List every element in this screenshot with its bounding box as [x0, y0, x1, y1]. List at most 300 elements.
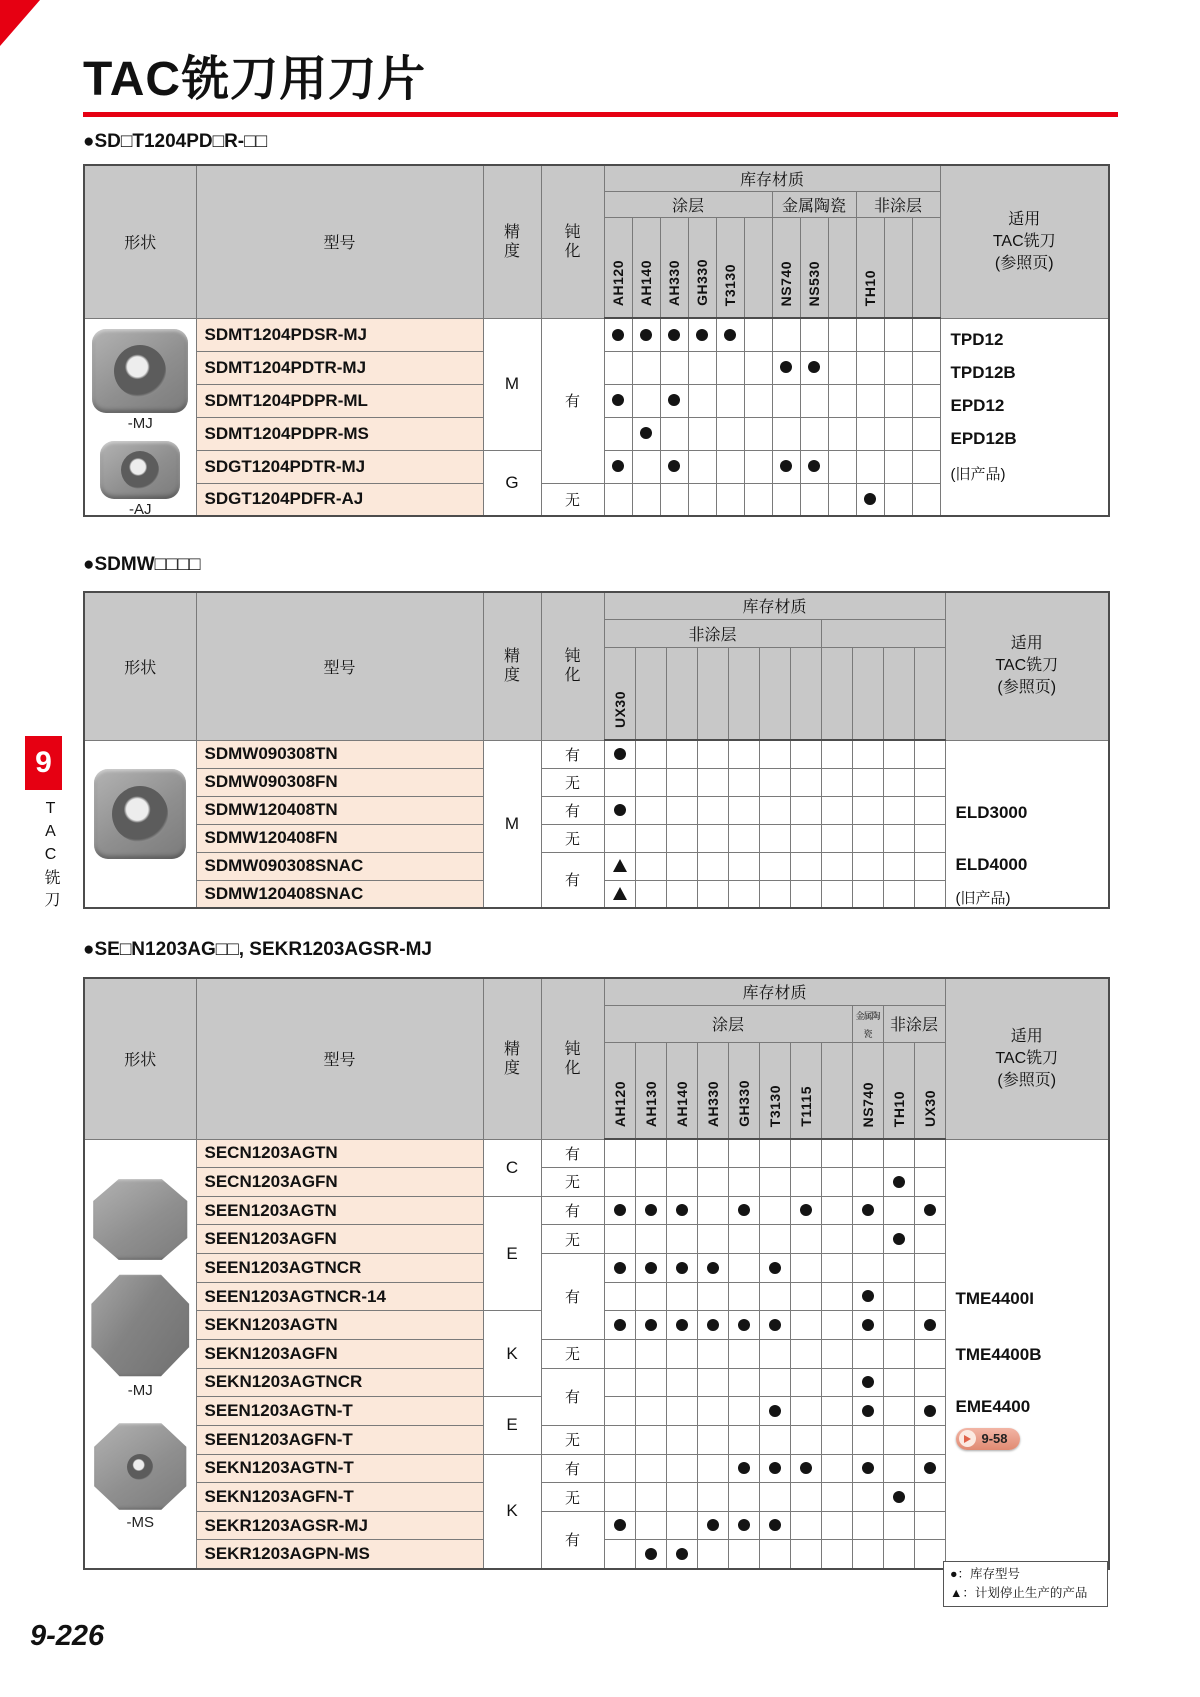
model-column-header [196, 165, 483, 318]
apply-header-line: 适用 [1010, 635, 1043, 653]
material-group-header [856, 191, 940, 217]
material-column-header [759, 1042, 790, 1139]
availability-cell [852, 1168, 883, 1197]
model-cell [196, 852, 483, 880]
honing-column-header [541, 592, 604, 740]
availability-cell [790, 796, 821, 824]
availability-cell [635, 796, 666, 824]
material-code: NS740 [778, 260, 794, 306]
model-cell-text: SDMT1204PDPR-ML [204, 390, 368, 410]
availability-cell [790, 1282, 821, 1311]
availability-cell [728, 1254, 759, 1283]
stock-dot [724, 329, 736, 341]
availability-cell [744, 384, 772, 417]
cutter-model-label: TME4400I [955, 1288, 1034, 1308]
availability-cell [790, 1454, 821, 1483]
honing-cell [541, 768, 604, 796]
material-code: TH10 [862, 269, 878, 306]
stock-dot [668, 460, 680, 472]
stock-dot [780, 361, 792, 373]
stock-dot [676, 1319, 688, 1331]
material-column-header [728, 647, 759, 740]
model-cell-text: SDMW120408SNAC [204, 883, 364, 903]
availability-cell [790, 1339, 821, 1368]
cutter-model-label: (旧产品) [950, 465, 1006, 483]
availability-cell [883, 1225, 914, 1254]
model-cell-text: SEEN1203AGTNCR [204, 1257, 362, 1277]
cutter-model-label: TPD12B [950, 362, 1016, 382]
material-code: UX30 [611, 690, 628, 728]
stock-material-header-text: 库存材质 [742, 985, 807, 1003]
honing-cell [541, 1483, 604, 1512]
honing-cell [541, 1425, 604, 1454]
honing-cell [541, 318, 604, 483]
stock-dot [808, 361, 820, 373]
availability-cell [604, 1339, 635, 1368]
availability-cell [728, 796, 759, 824]
precision-column-header [483, 165, 541, 318]
material-column-header [728, 1042, 759, 1139]
model-cell [196, 450, 483, 483]
material-group-header [772, 191, 856, 217]
availability-cell [884, 450, 912, 483]
page-number: 9-226 [30, 1620, 105, 1652]
material-column-header [632, 217, 660, 318]
availability-cell [821, 1311, 852, 1340]
availability-cell [772, 450, 800, 483]
availability-cell [759, 1139, 790, 1168]
material-code: UX30 [921, 1089, 938, 1127]
honing-cell [541, 1225, 604, 1254]
availability-cell [604, 824, 635, 852]
availability-cell [883, 1339, 914, 1368]
availability-cell [666, 1168, 697, 1197]
availability-cell [635, 1225, 666, 1254]
availability-cell [728, 1225, 759, 1254]
availability-cell [914, 1368, 945, 1397]
availability-cell [697, 1254, 728, 1283]
availability-cell [821, 1139, 852, 1168]
availability-cell [635, 1254, 666, 1283]
precision-cell-text: G [505, 472, 519, 492]
insert-hole [127, 1454, 153, 1480]
model-cell [196, 1454, 483, 1483]
availability-cell [666, 1311, 697, 1340]
cutter-model-label: TME4400B [955, 1344, 1042, 1364]
shape-label: -MS [126, 1513, 154, 1531]
availability-cell [604, 1225, 635, 1254]
availability-cell [852, 852, 883, 880]
insert-photo [85, 1272, 196, 1398]
availability-cell [852, 1282, 883, 1311]
honing-cell-text: 有 [564, 872, 580, 890]
availability-cell [632, 483, 660, 516]
availability-cell [800, 318, 828, 351]
stock-material-header-text: 库存材质 [742, 599, 807, 617]
model-cell-text: SEKR1203AGSR-MJ [204, 1515, 368, 1535]
honing-column-header-text: 钝 化 [564, 223, 581, 260]
availability-cell [697, 852, 728, 880]
availability-cell [852, 1225, 883, 1254]
model-cell-text: SECN1203AGFN [204, 1171, 338, 1191]
model-cell-text: SDMT1204PDTR-MJ [204, 357, 367, 377]
availability-cell [660, 450, 688, 483]
model-cell-text: SEKN1203AGFN [204, 1343, 338, 1363]
availability-cell [666, 740, 697, 768]
availability-cell [666, 880, 697, 908]
insert-photo [85, 329, 196, 431]
insert-availability-table [83, 977, 1110, 1570]
cutter-model-label: ELD4000 [955, 854, 1028, 874]
availability-cell [716, 351, 744, 384]
model-cell-text: SEEN1203AGTN [204, 1200, 337, 1220]
availability-cell [666, 1511, 697, 1540]
stock-dot [612, 329, 624, 341]
material-group-header [883, 1005, 945, 1042]
apply-header-line: TAC铣刀 [995, 1049, 1059, 1067]
availability-cell [790, 1311, 821, 1340]
availability-cell [604, 768, 635, 796]
precision-cell-text: M [504, 374, 520, 393]
availability-cell [604, 1368, 635, 1397]
honing-cell-text: 无 [564, 1231, 580, 1249]
availability-cell [604, 417, 632, 450]
model-cell-text: SDMW090308SNAC [204, 856, 364, 875]
availability-cell [821, 1511, 852, 1540]
availability-cell [604, 1540, 635, 1569]
availability-cell [632, 384, 660, 417]
availability-cell [666, 1454, 697, 1483]
availability-cell [728, 1454, 759, 1483]
shape-cell [84, 318, 196, 516]
availability-cell [790, 768, 821, 796]
availability-table [83, 977, 1110, 1570]
availability-cell [759, 1282, 790, 1311]
availability-cell [666, 1139, 697, 1168]
shape-label: -MJ [127, 1381, 153, 1399]
insert-photo [85, 1422, 196, 1530]
stock-dot [769, 1519, 781, 1531]
stock-dot [738, 1462, 750, 1474]
availability-cell [821, 1368, 852, 1397]
material-group-header [852, 1005, 883, 1042]
honing-cell [541, 1339, 604, 1368]
availability-cell [728, 1368, 759, 1397]
availability-cell [635, 1168, 666, 1197]
availability-cell [828, 351, 856, 384]
stock-dot [612, 394, 624, 406]
stock-dot [676, 1262, 688, 1274]
availability-cell [716, 318, 744, 351]
availability-cell [635, 1454, 666, 1483]
apply-header-line: 适用 [1010, 1027, 1043, 1045]
availability-cell [883, 1254, 914, 1283]
availability-cell [759, 1225, 790, 1254]
apply-header-line: 适用 [1008, 210, 1041, 228]
precision-cell [483, 450, 541, 516]
availability-cell [800, 384, 828, 417]
stock-dot [738, 1519, 750, 1531]
availability-cell [790, 1540, 821, 1569]
availability-cell [914, 796, 945, 824]
availability-cell [759, 740, 790, 768]
availability-cell [660, 384, 688, 417]
availability-cell [914, 824, 945, 852]
model-cell [196, 1168, 483, 1197]
insert-hole [121, 451, 159, 489]
availability-cell [852, 1254, 883, 1283]
availability-cell [660, 417, 688, 450]
material-code: NS740 [859, 1081, 876, 1127]
stock-dot [614, 1204, 626, 1216]
availability-cell [914, 880, 945, 908]
cutter-model-label: EPD12 [950, 395, 1005, 415]
availability-cell [883, 880, 914, 908]
availability-cell [914, 1454, 945, 1483]
stock-dot [862, 1405, 874, 1417]
honing-cell [541, 1454, 604, 1483]
availability-cell [632, 351, 660, 384]
availability-cell [914, 1254, 945, 1283]
honing-cell-text: 有 [564, 746, 580, 764]
availability-cell [635, 1368, 666, 1397]
availability-cell [728, 1511, 759, 1540]
availability-cell [728, 1282, 759, 1311]
availability-cell [790, 1168, 821, 1197]
shape-column-header [84, 592, 196, 740]
honing-cell-text: 有 [564, 802, 580, 820]
precision-cell-text: E [506, 1415, 518, 1435]
model-cell-text: SDGT1204PDFR-AJ [204, 489, 364, 509]
availability-cell [688, 450, 716, 483]
material-column-header [660, 217, 688, 318]
shape-label: -MJ [127, 414, 153, 432]
material-code: GH330 [735, 1080, 752, 1127]
model-cell [196, 417, 483, 450]
stock-dot [780, 460, 792, 472]
availability-cell [883, 824, 914, 852]
availability-cell [604, 384, 632, 417]
model-cell [196, 384, 483, 417]
availability-cell [635, 1540, 666, 1569]
material-group-header [604, 1005, 852, 1042]
honing-cell-text: 有 [564, 393, 580, 410]
stock-dot [738, 1204, 750, 1216]
material-column-header [688, 217, 716, 318]
apply-cell [945, 1139, 1109, 1569]
availability-cell [604, 450, 632, 483]
insert-hole [114, 345, 166, 397]
material-column-header [883, 1042, 914, 1139]
material-code: NS530 [806, 260, 822, 306]
availability-cell [828, 318, 856, 351]
availability-cell [852, 1368, 883, 1397]
availability-cell [821, 1540, 852, 1569]
availability-cell [697, 1397, 728, 1426]
honing-cell-text: 有 [564, 1203, 580, 1221]
availability-cell [697, 880, 728, 908]
availability-cell [852, 1397, 883, 1426]
availability-cell [790, 740, 821, 768]
stock-dot [862, 1319, 874, 1331]
material-group-header-text: 非涂层 [889, 1017, 938, 1034]
shape-column-header-text: 形状 [124, 659, 157, 677]
cutter-model-label: EME4400 [955, 1396, 1031, 1416]
availability-cell [852, 824, 883, 852]
availability-cell [688, 417, 716, 450]
stock-dot [668, 329, 680, 341]
availability-cell [852, 1540, 883, 1569]
material-column-header [716, 217, 744, 318]
apply-column-header [945, 592, 1109, 740]
availability-cell [821, 1282, 852, 1311]
availability-cell [912, 450, 940, 483]
stock-dot [707, 1262, 719, 1274]
availability-cell [635, 1511, 666, 1540]
material-column-header [912, 217, 940, 318]
availability-cell [914, 740, 945, 768]
honing-cell-text: 有 [564, 1145, 580, 1163]
availability-cell [852, 740, 883, 768]
model-column-header-text: 型号 [323, 235, 356, 253]
availability-cell [852, 768, 883, 796]
honing-cell-text: 有 [564, 1532, 580, 1550]
availability-cell [912, 417, 940, 450]
availability-cell [883, 796, 914, 824]
shape-cell [84, 1139, 196, 1569]
availability-cell [759, 1511, 790, 1540]
availability-cell [697, 1282, 728, 1311]
model-cell [196, 880, 483, 908]
model-cell [196, 1483, 483, 1512]
availability-cell [635, 740, 666, 768]
availability-cell [790, 1483, 821, 1512]
availability-cell [828, 384, 856, 417]
availability-cell [744, 417, 772, 450]
material-column-header [828, 217, 856, 318]
availability-cell [666, 1425, 697, 1454]
availability-cell [632, 417, 660, 450]
availability-cell [914, 1168, 945, 1197]
model-cell [196, 1196, 483, 1225]
availability-cell [884, 417, 912, 450]
availability-cell [790, 1511, 821, 1540]
availability-cell [852, 1196, 883, 1225]
stock-dot [862, 1376, 874, 1388]
availability-cell [697, 1511, 728, 1540]
model-cell [196, 1397, 483, 1426]
insert-image [92, 329, 188, 413]
availability-cell [912, 483, 940, 516]
model-cell-text: SEEN1203AGTNCR-14 [204, 1286, 386, 1306]
availability-cell [697, 1454, 728, 1483]
insert-image [94, 769, 186, 859]
availability-cell [635, 1139, 666, 1168]
stock-dot [696, 329, 708, 341]
material-group-header-text: 金属陶瓷 [855, 1010, 880, 1039]
availability-cell [828, 450, 856, 483]
availability-cell [772, 483, 800, 516]
honing-cell [541, 796, 604, 824]
availability-cell [790, 1196, 821, 1225]
honing-column-header-text: 钝 化 [564, 648, 581, 685]
availability-cell [883, 1196, 914, 1225]
cutter-model-label: EPD12B [950, 428, 1017, 448]
honing-cell-text: 有 [564, 1389, 580, 1407]
model-cell-text: SDMT1204PDPR-MS [204, 423, 369, 443]
insert-hole [112, 786, 168, 842]
availability-cell [856, 384, 884, 417]
availability-cell [856, 417, 884, 450]
availability-cell [604, 852, 635, 880]
stock-dot [893, 1491, 905, 1503]
availability-cell [666, 1282, 697, 1311]
availability-cell [884, 318, 912, 351]
apply-cell [940, 318, 1109, 516]
arrow-icon [959, 1430, 976, 1447]
availability-cell [912, 318, 940, 351]
availability-cell [821, 1168, 852, 1197]
title-underline [83, 112, 1118, 117]
availability-cell [604, 1511, 635, 1540]
availability-cell [772, 351, 800, 384]
availability-cell [697, 1311, 728, 1340]
stock-material-header [604, 165, 940, 191]
availability-cell [632, 450, 660, 483]
stock-dot [924, 1204, 936, 1216]
availability-cell [728, 1339, 759, 1368]
discontinued-triangle-icon [613, 887, 627, 900]
material-column-header [883, 647, 914, 740]
model-cell-text: SDMW120408TN [204, 800, 338, 819]
availability-cell [688, 384, 716, 417]
model-cell [196, 1540, 483, 1569]
model-cell [196, 1282, 483, 1311]
availability-cell [635, 768, 666, 796]
availability-cell [635, 1425, 666, 1454]
stock-dot [614, 1262, 626, 1274]
model-column-header [196, 592, 483, 740]
apply-header-line: (参照页) [994, 254, 1054, 272]
availability-cell [728, 1311, 759, 1340]
honing-cell [541, 483, 604, 516]
material-column-header [852, 1042, 883, 1139]
model-cell-text: SDMW090308FN [204, 772, 338, 791]
model-cell [196, 351, 483, 384]
availability-cell [666, 1483, 697, 1512]
availability-cell [790, 1368, 821, 1397]
availability-cell [728, 824, 759, 852]
material-code: T3130 [722, 263, 738, 306]
availability-cell [914, 1196, 945, 1225]
stock-dot [924, 1405, 936, 1417]
material-code: AH140 [638, 259, 654, 306]
honing-cell [541, 1368, 604, 1425]
cutter-model-label: ELD3000 [955, 802, 1028, 822]
availability-cell [688, 351, 716, 384]
availability-cell [666, 796, 697, 824]
model-column-header-text: 型号 [323, 659, 356, 677]
availability-cell [852, 1483, 883, 1512]
honing-cell [541, 1196, 604, 1225]
availability-cell [821, 1397, 852, 1426]
stock-dot [738, 1319, 750, 1331]
page-link-9-58[interactable] [956, 1428, 1020, 1450]
availability-cell [883, 1397, 914, 1426]
insert-availability-table [83, 591, 1110, 909]
availability-cell [604, 1168, 635, 1197]
stock-dot [614, 1519, 626, 1531]
